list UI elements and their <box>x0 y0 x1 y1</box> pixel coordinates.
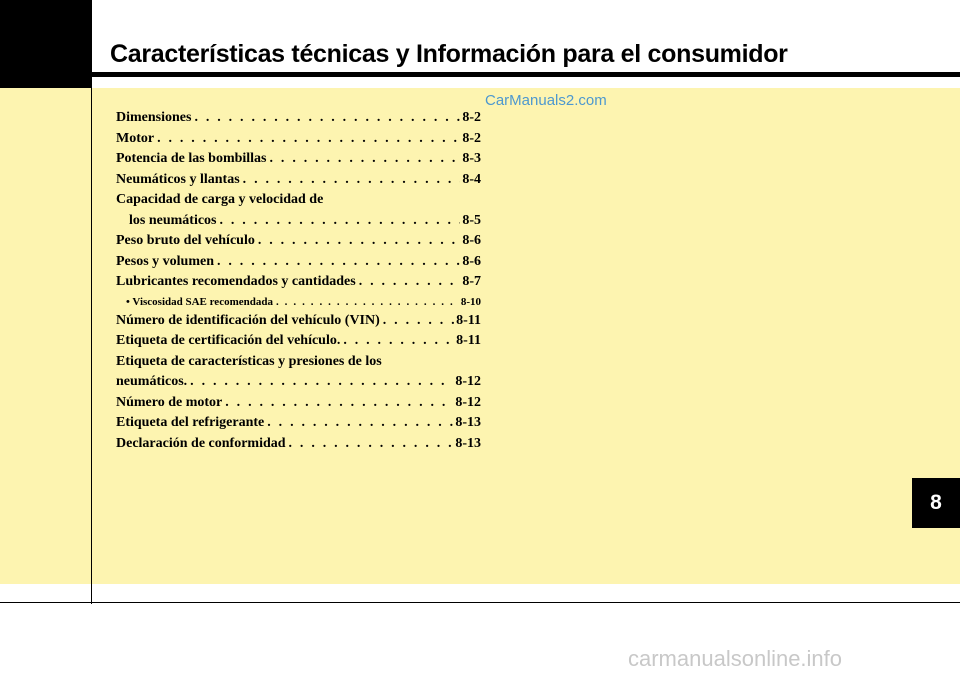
toc-entry-vin[interactable]: Número de identificación del vehículo (VIN) . . . 8-11 <box>116 311 481 332</box>
toc-entry-numero-motor[interactable]: Número de motor . . . 8-12 <box>116 393 481 414</box>
toc-entry-dimensiones[interactable]: Dimensiones . . . 8-2 <box>116 108 481 129</box>
toc-entry-motor[interactable]: Motor . . . 8-2 <box>116 129 481 150</box>
toc-entry-refrigerante[interactable]: Etiqueta del refrigerante . . . 8-13 <box>116 413 481 434</box>
toc-entry-conformidad[interactable]: Declaración de conformidad . . . 8-13 <box>116 434 481 455</box>
toc-entry-certificacion[interactable]: Etiqueta de certificación del vehículo. . . . 8-11 <box>116 331 481 352</box>
header-rule <box>91 72 960 77</box>
page-title: Características técnicas y Información para el consumidor <box>110 40 788 68</box>
toc-entry-viscosidad[interactable]: • Viscosidad SAE recomendada . . . 8-10 <box>116 293 481 311</box>
toc-entry-presiones[interactable]: neumáticos. . . . 8-12 <box>116 372 481 393</box>
header-corner-block <box>0 0 91 88</box>
watermark-footer[interactable]: carmanualsonline.info <box>628 646 843 671</box>
toc-entry-lubricantes[interactable]: Lubricantes recomendados y cantidades . . . 8-7 <box>116 272 481 293</box>
toc-entry-pesos-volumen[interactable]: Pesos y volumen . . . 8-6 <box>116 252 481 273</box>
toc-entry-bombillas[interactable]: Potencia de las bombillas . . . 8-3 <box>116 149 481 170</box>
toc-entry-capacidad[interactable]: los neumáticos . . . 8-5 <box>116 211 481 232</box>
watermark-link[interactable]: CarManuals2.com <box>485 92 607 109</box>
chapter-tab[interactable]: 8 <box>912 478 960 528</box>
toc-entry-capacidad-line1[interactable]: Capacidad de carga y velocidad de <box>116 192 324 207</box>
toc-entry-neumaticos[interactable]: Neumáticos y llantas . . . 8-4 <box>116 170 481 191</box>
toc-entry-presiones-line1[interactable]: Etiqueta de características y presiones de los <box>116 353 382 369</box>
toc-entry-peso-bruto[interactable]: Peso bruto del vehículo . . . 8-6 <box>116 231 481 252</box>
margin-line <box>91 0 92 604</box>
table-of-contents <box>116 108 481 454</box>
footer-rule <box>0 602 960 603</box>
